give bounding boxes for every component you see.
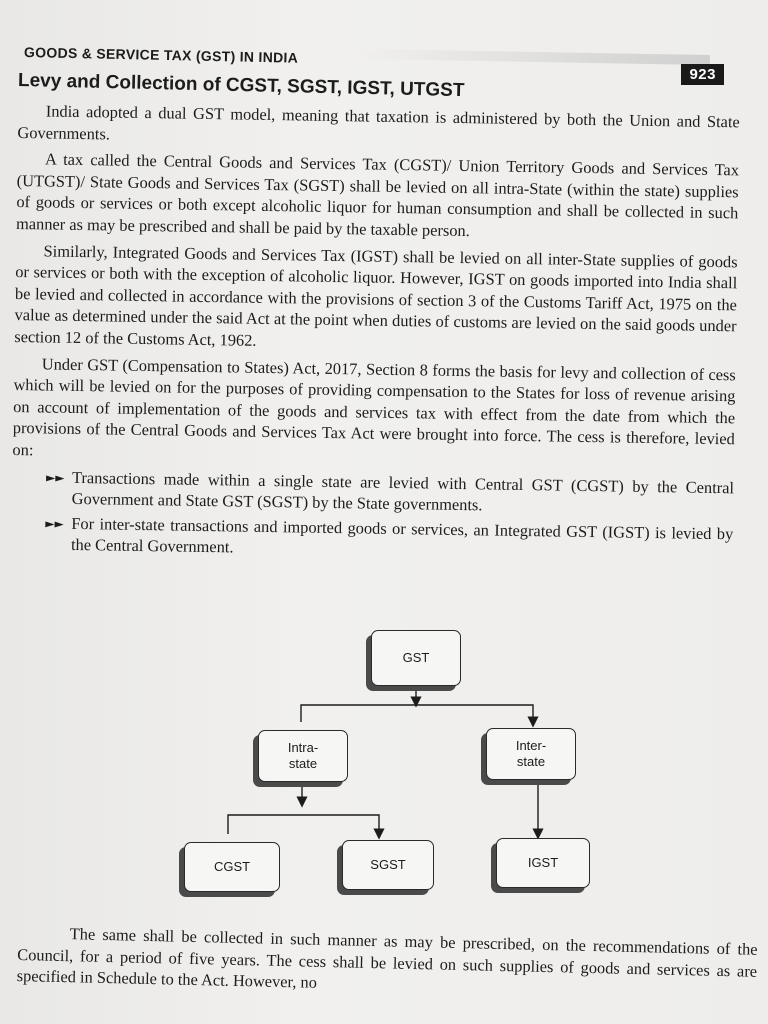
double-arrow-bullet-icon: ►► bbox=[45, 469, 65, 485]
paragraph-dual-model: India adopted a dual GST model, meaning that taxation is administered by both the Union and State Governments. bbox=[17, 101, 740, 144]
cess-bullet-list bbox=[11, 465, 734, 566]
node-sgst: SGST bbox=[342, 840, 434, 890]
header-rule bbox=[360, 49, 710, 65]
node-intra-state-label: Intra- state bbox=[287, 740, 319, 771]
closing-text bbox=[17, 922, 758, 1004]
bullet-text: Transactions made within a single state are levied with Central GST (CGST) by the Central Government and State GST (SGST) by the State governments. bbox=[71, 467, 735, 515]
paragraph-cess: Under GST (Compensation to States) Act, 2017, Section 8 forms the basis for levy and collection of cess which will be levied on for the purposes of providing compensation to the States for loss of revenue arising on account of implementation of the goods and services tax with effect from the date from which the provisions of the Central Goods and Services Tax Act were brought into force. The cess is therefore, levied on: bbox=[12, 353, 736, 460]
running-header: GOODS & SERVICE TAX (GST) IN INDIA bbox=[23, 44, 299, 66]
paragraph-cgst-sgst: A tax called the Central Goods and Services Tax (CGST)/ Union Territory Goods and Services Tax (UTGST)/ State Goods and Services Tax (SGST) shall be levied on all intra-State (within the state) supplies of goods or services or both except alcoholic liquor for human consumption and shall be collected in such manner as may be prescribed and shall be paid by the taxable person. bbox=[15, 149, 740, 241]
node-gst: GST bbox=[371, 630, 461, 686]
bullet-item-intra-state bbox=[45, 466, 735, 520]
node-inter-state-label: Inter- state bbox=[515, 738, 547, 769]
double-arrow-bullet-icon: ►► bbox=[45, 516, 64, 531]
paragraph-collection: The same shall be collected in such manner as may be prescribed, on the recommendations of the Council, for a period of five years. The cess shall be levied on such supplies of goods and services as are specified in Schedule to the Act. However, no bbox=[16, 924, 758, 992]
node-igst: IGST bbox=[496, 838, 590, 888]
connector-intra-split bbox=[228, 815, 379, 834]
bullet-text: For inter-state transactions and imported goods or services, an Integrated GST (IGST) is levied by the Central Government. bbox=[70, 513, 734, 557]
page-number: 923 bbox=[681, 64, 724, 85]
section-title: Levy and Collection of CGST, SGST, IGST, UTGST bbox=[17, 70, 465, 102]
paragraph-igst: Similarly, Integrated Goods and Services Tax (IGST) shall be levied on all inter-State supplies of goods or services or both with the exception of alcoholic liquor. However, IGST on goods imported into India shall be levied and collected in accordance with the provisions of section 3 of the Customs Tariff Act, 1975 on the value as determined under the said Act at the point when duties of customs are levied on the said goods under section 12 of the Customs Act, 1962. bbox=[14, 240, 738, 350]
gst-structure-diagram bbox=[18, 612, 753, 912]
node-cgst: CGST bbox=[184, 842, 280, 892]
connector-gst-split bbox=[301, 705, 533, 722]
bullet-item-inter-state bbox=[45, 513, 734, 567]
node-intra-state bbox=[258, 730, 348, 782]
body-text bbox=[11, 100, 740, 569]
node-inter-state bbox=[486, 728, 576, 780]
